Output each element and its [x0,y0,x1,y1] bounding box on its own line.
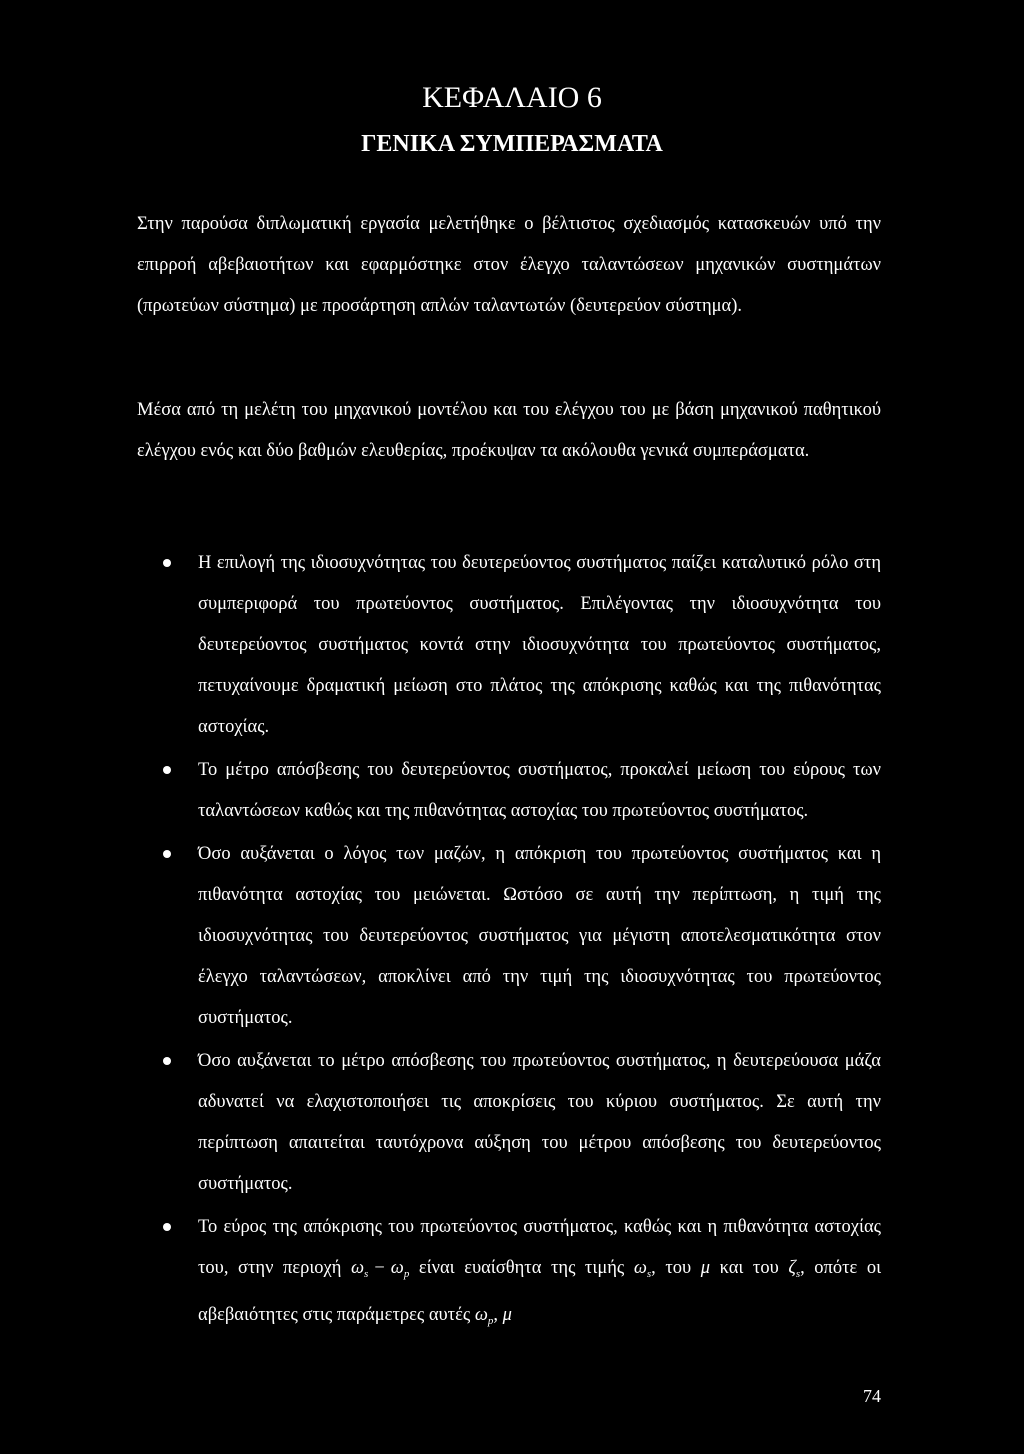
list-item-text: , του [651,1258,692,1278]
bullet-icon [163,850,171,858]
omega-p-symbol: $\omega_p$ [474,1305,494,1327]
list-item-text: , [493,1305,499,1325]
omega-s-symbol: $\omega_s$ [633,1258,652,1280]
omega-p-symbol: $\omega_p$ [390,1258,410,1280]
zeta-s-symbol: $\zeta_s$ [788,1258,801,1280]
list-item-text: , οπότε οι αβεβαιότητες στις παράμετρες αυτές [198,1258,882,1325]
bullet-icon [163,1223,171,1231]
list-item [198,834,881,1039]
omega-s-symbol: $\omega_s$ [350,1258,369,1280]
conclusions-list [198,543,881,1342]
list-item [198,543,881,748]
bullet-icon [163,1057,171,1065]
list-item-text: Το μέτρο απόσβεσης του δευτερεύοντος συστήματος, προκαλεί μείωση του εύρους των ταλαντώσεων καθώς και της πιθανότητας αστοχίας του πρωτεύοντος συστήματος. [198,760,881,821]
mu-symbol: μ [502,1305,512,1325]
list-item-text: Το εύρος της απόκρισης του πρωτεύοντος συστήματος, καθώς και η πιθανότητα αστοχίας του, στην περιοχή [198,1217,881,1278]
list-item-text: Όσο αυξάνεται ο λόγος των μαζών, η απόκριση του πρωτεύοντος συστήματος και η πιθανότητα αστοχίας του μειώνεται. Ωστόσο σε αυτή την περίπτωση, η τιμή της ιδιοσυχνότητας του δευτερεύοντος συστήματος για μέγιστη αποτελεσματικότητα στον έλεγχο ταλαντώσεων, αποκλίνει από την τιμή της ιδιοσυχνότητας του πρωτεύοντος συστήματος. [198,844,881,1028]
list-item [198,1041,881,1205]
minus-sign: − [374,1258,385,1278]
page-number: 74 [863,1386,881,1406]
chapter-title: ΚΕΦΑΛΑΙΟ 6 [422,81,602,114]
bullet-icon [163,766,171,774]
list-item [198,1207,881,1342]
list-item-text: είναι ευαίσθητα της τιμής [418,1258,625,1278]
intro-paragraph: Στην παρούσα διπλωματική εργασία μελετήθηκε ο βέλτιστος σχεδιασμός κατασκευών υπό την επιρροή αβεβαιοτήτων και εφαρμόστηκε στον έλεγχο ταλαντώσεων μηχανικών συστημάτων (πρωτεύων σύστημα) με προσάρτηση απλών ταλαντωτών (δευτερεύον σύστημα). [137,214,881,316]
methods-paragraph: Μέσα από τη μελέτη του μηχανικού μοντέλου και του ελέγχου του με βάση μηχανικού παθητικού ελέγχου ενός και δύο βαθμών ελευθερίας, προέκυψαν τα ακόλουθα γενικά συμπεράσματα. [137,400,881,461]
list-item-text: Η επιλογή της ιδιοσυχνότητας του δευτερεύοντος συστήματος παίζει καταλυτικό ρόλο στη συμπεριφορά του πρωτεύοντος συστήματος. Επιλέγοντας την ιδιοσυχνότητα του δευτερεύοντος συστήματος κοντά στην ιδιοσυχνότητα του πρωτεύοντος συστήματος, πετυχαίνουμε δραματική μείωση στο πλάτος της απόκρισης καθώς και της πιθανότητας αστοχίας. [198,553,881,737]
list-item-text: Όσο αυξάνεται το μέτρο απόσβεσης του πρωτεύοντος συστήματος, η δευτερεύουσα μάζα αδυνατεί να ελαχιστοποιήσει τις αποκρίσεις του κύριου συστήματος. Σε αυτή την περίπτωση απαιτείται ταυτόχρονα αύξηση του μέτρου απόσβεσης του δευτερεύοντος συστήματος. [198,1051,881,1194]
mu-symbol: μ [700,1258,711,1278]
section-title: ΓΕΝΙΚΑ ΣΥΜΠΕΡΑΣΜΑΤΑ [361,131,663,157]
list-item-text: και του [719,1258,779,1278]
list-item [198,750,881,832]
bullet-icon [163,559,171,567]
